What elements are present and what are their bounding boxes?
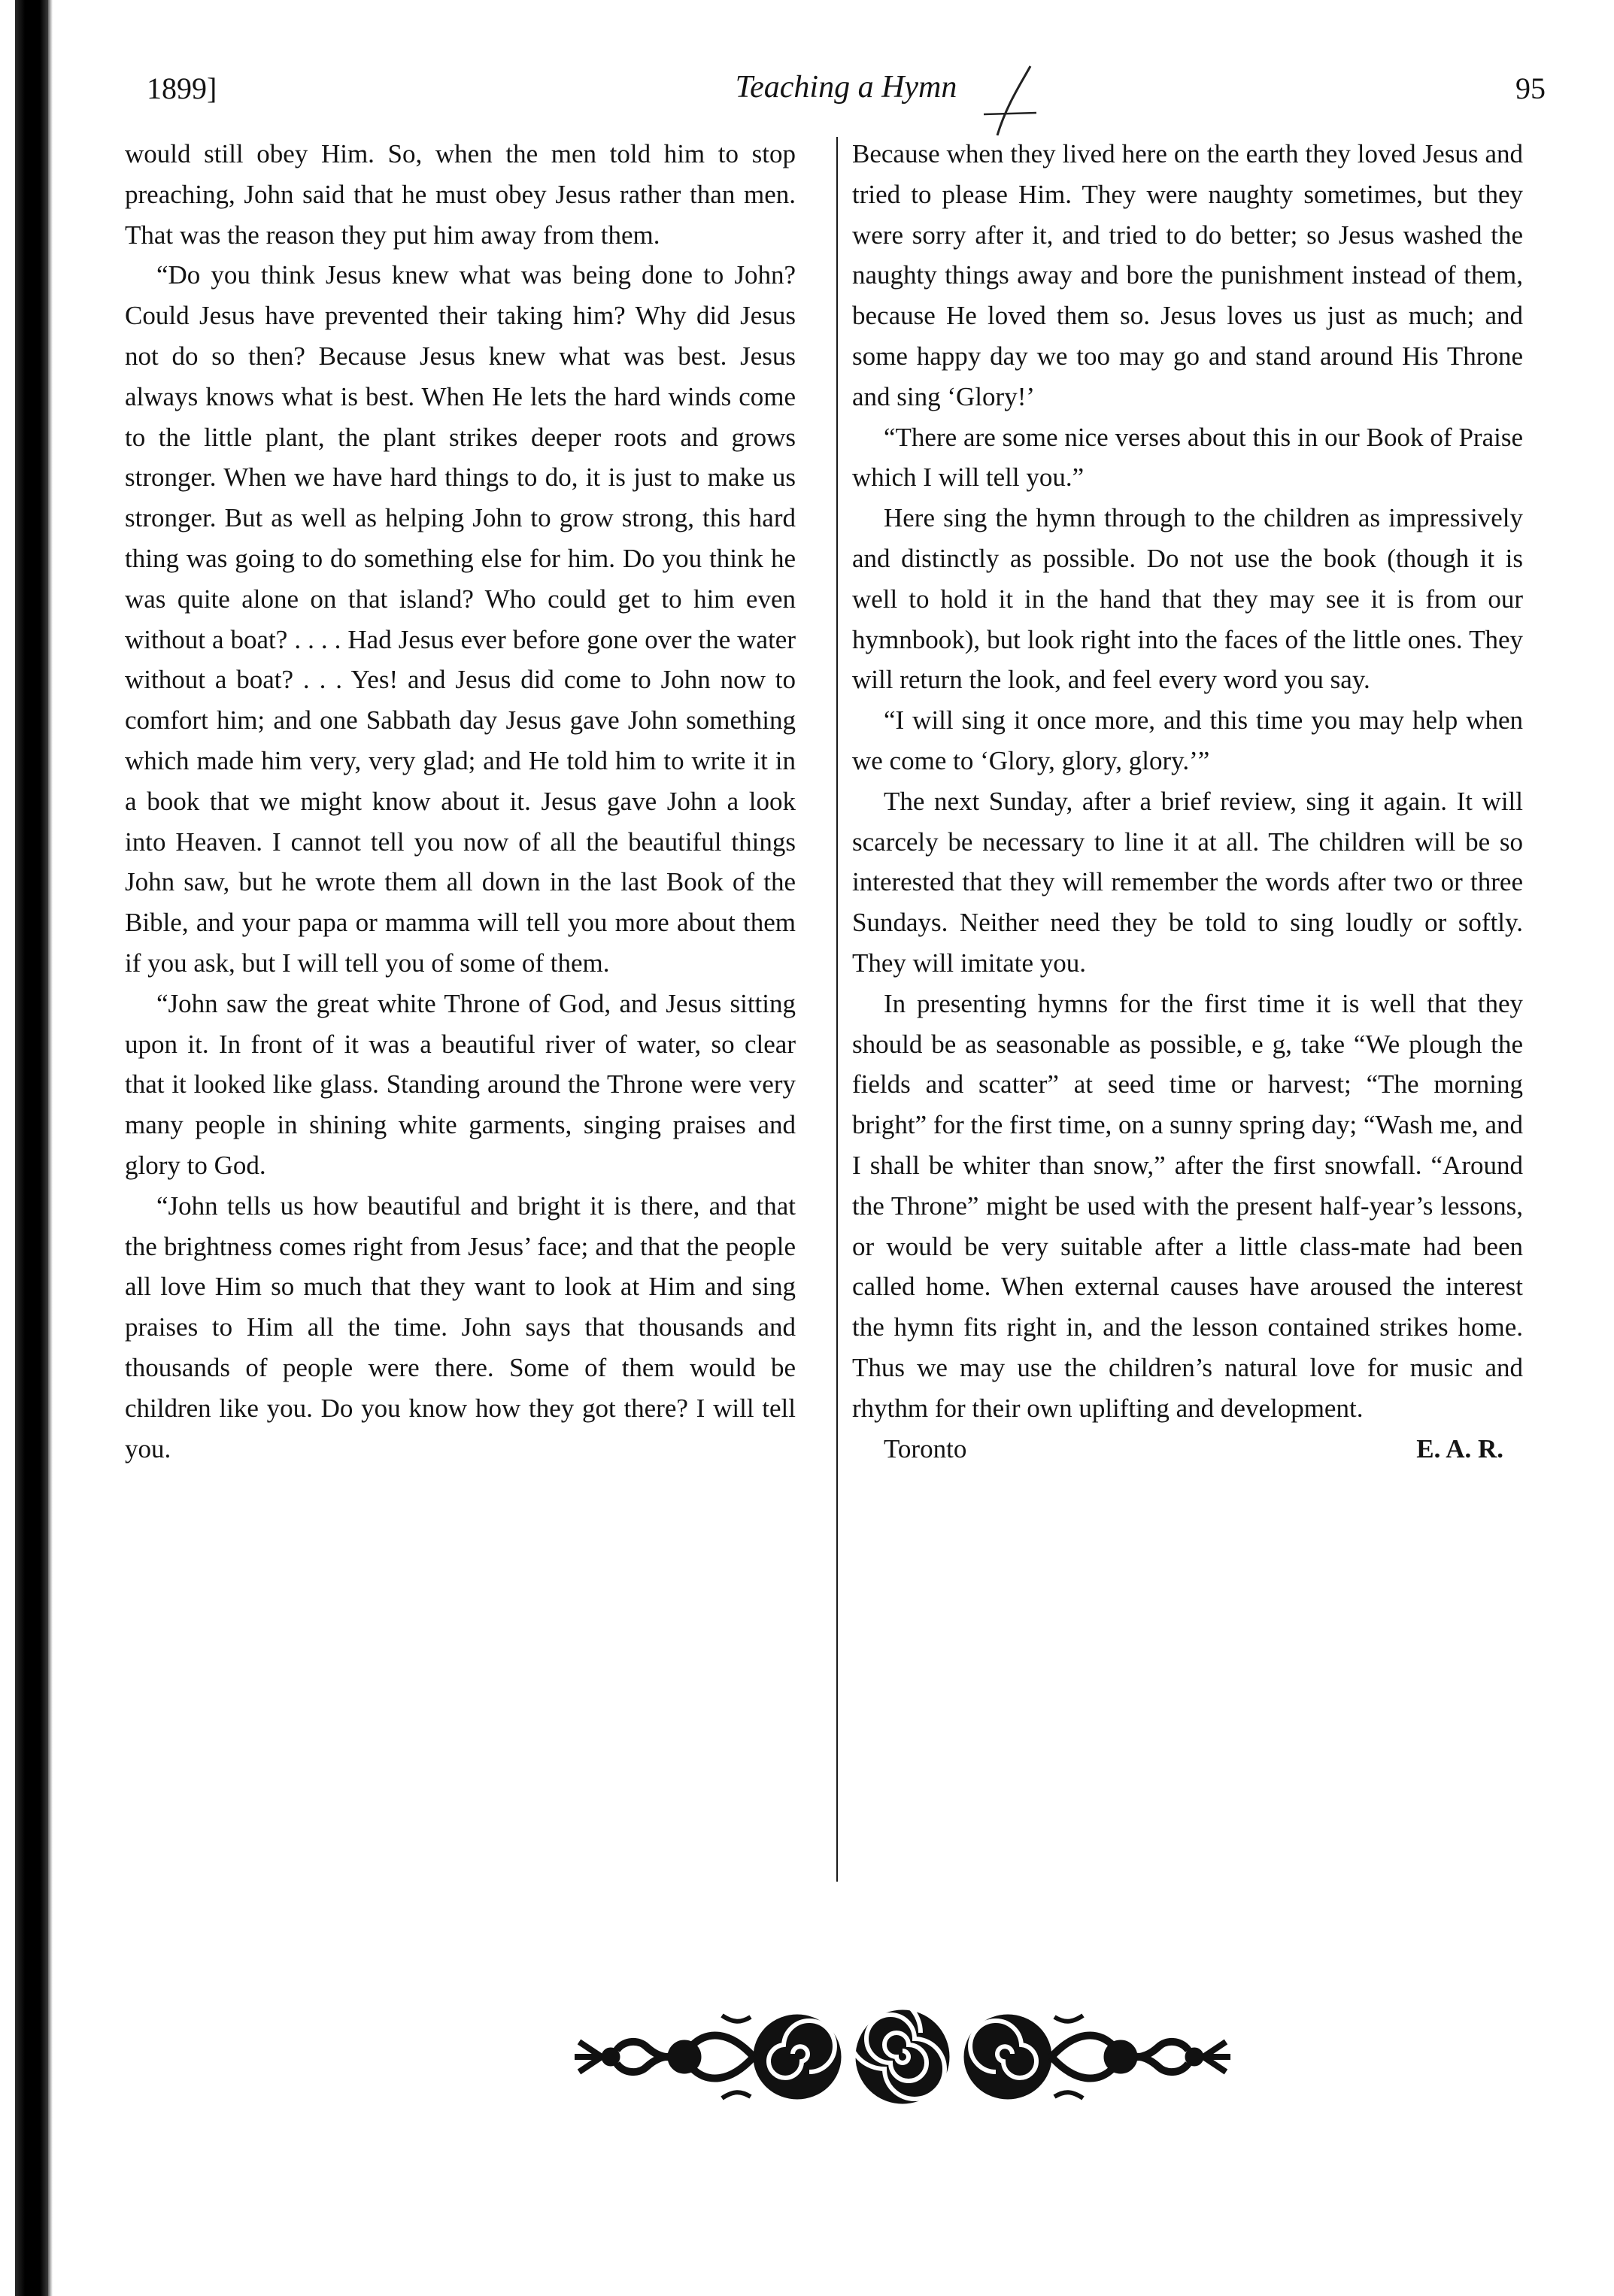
- signoff-initials: E. A. R.: [1416, 1433, 1503, 1463]
- paragraph: “John saw the great white Throne of God, and Jesus sitting upon it. In front of it was a beautiful river of water, so clear that it looked like glass. Standing around the Throne were very many people in shining white garments, singing praises and glory to God.: [125, 988, 796, 1180]
- page: [113, 0, 1572, 2296]
- signoff: [852, 1429, 1523, 1470]
- page-number: 95: [1515, 71, 1546, 105]
- left-column: [125, 134, 796, 1469]
- binding-edge: [48, 0, 53, 2296]
- paragraph: “There are some nice verses about this in our Book of Praise which I will tell you.”: [852, 422, 1523, 493]
- header-year: 1899]: [147, 71, 217, 105]
- paragraph: In presenting hymns for the first time it is well that they should be as seasonable as possible, e g, take “We plough the fields and scatter” at seed time or harvest; “The morning bright” for the first time, on a sunny spring day; “Wash me, and I shall be whiter than snow,” after the first snowfall. “Around the Throne” might be used with the present half-year’s lessons, or would be very suitable after a little class-mate had been called home. When external causes have aroused the interest the hymn fits right in, and the lesson contained strikes home. Thus we may use the children’s natural love for music and rhythm for their own uplifting and development.: [852, 988, 1523, 1423]
- book-binding-shadow: [15, 0, 48, 2296]
- column-rule: [836, 137, 838, 1882]
- paragraph: Because when they lived here on the earth they loved Jesus and tried to please Him. They were naughty sometimes, but they were sorry after it, and tried to do better; so Jesus washed the naughty things away and bore the punishment instead of them, because He loved them so. Jesus loves us just as much; and some happy day we too may go and stand around His Throne and sing ‘Glory!’: [852, 139, 1523, 411]
- paragraph: Here sing the hymn through to the children as impressively and distinctly as possible. Do not use the book (though it is well to hold it in the hand that they may see it is from our hymnbook), but look right into the faces of the little ones. They will return the look, and feel every word you say.: [852, 503, 1523, 695]
- paragraph: The next Sunday, after a brief review, sing it again. It will scarcely be necessary to line it at all. The children will be so interested that they will remember the words after two or three Sundays. Neither need they be told to sing loudly or softly. They will imitate you.: [852, 786, 1523, 978]
- signoff-place: Toronto: [884, 1433, 967, 1463]
- paragraph: “Do you think Jesus knew what was being done to John? Could Jesus have prevented their taking him? Why did Jesus not do so then? Because Jesus knew what was best. Jesus always knows what is best. When He lets the hard winds come to the little plant, the plant strikes deeper roots and grows stronger. When we have hard things to do, it is just to make us stronger. But as well as helping John to grow strong, this hard thing was going to do something else for him. Do you think he was quite alone on that island? Who could get to him even without a boat? . . . . Had Jesus ever before gone over the water without a boat? . . . Yes! and Jesus did come to John now to comfort him; and one Sabbath day Jesus gave John something which made him very, very glad; and He told him to write it in a book that we might know about it. Jesus gave John a look into Heaven. I cannot tell you now of all the beautiful things John saw, but he wrote them all down in the last Book of the Bible, and your papa or mamma will tell you more about them if you ask, but I will tell you of some of them.: [125, 260, 796, 978]
- paragraph: “John tells us how beautiful and bright it is there, and that the brightness comes right from Jesus’ face; and that the people all love Him so much that they want to look at Him and sing praises to Him all the time. John says that thousands and thousands of people were there. Some of them would be children like you. Do you know how they got there? I will tell you.: [125, 1190, 796, 1463]
- running-header: [147, 66, 1546, 126]
- paragraph: “I will sing it once more, and this time you may help when we come to ‘Glory, glory, glory.’”: [852, 705, 1523, 775]
- decorative-tailpiece-icon: [572, 2000, 1233, 2113]
- paragraph: would still obey Him. So, when the men told him to stop preaching, John said that he must obey Jesus rather than men. That was the reason they put him away from them.: [125, 139, 796, 250]
- header-title: Teaching a Hymn: [735, 70, 957, 105]
- right-column: [852, 134, 1523, 1470]
- pencil-mark-icon: [976, 60, 1044, 143]
